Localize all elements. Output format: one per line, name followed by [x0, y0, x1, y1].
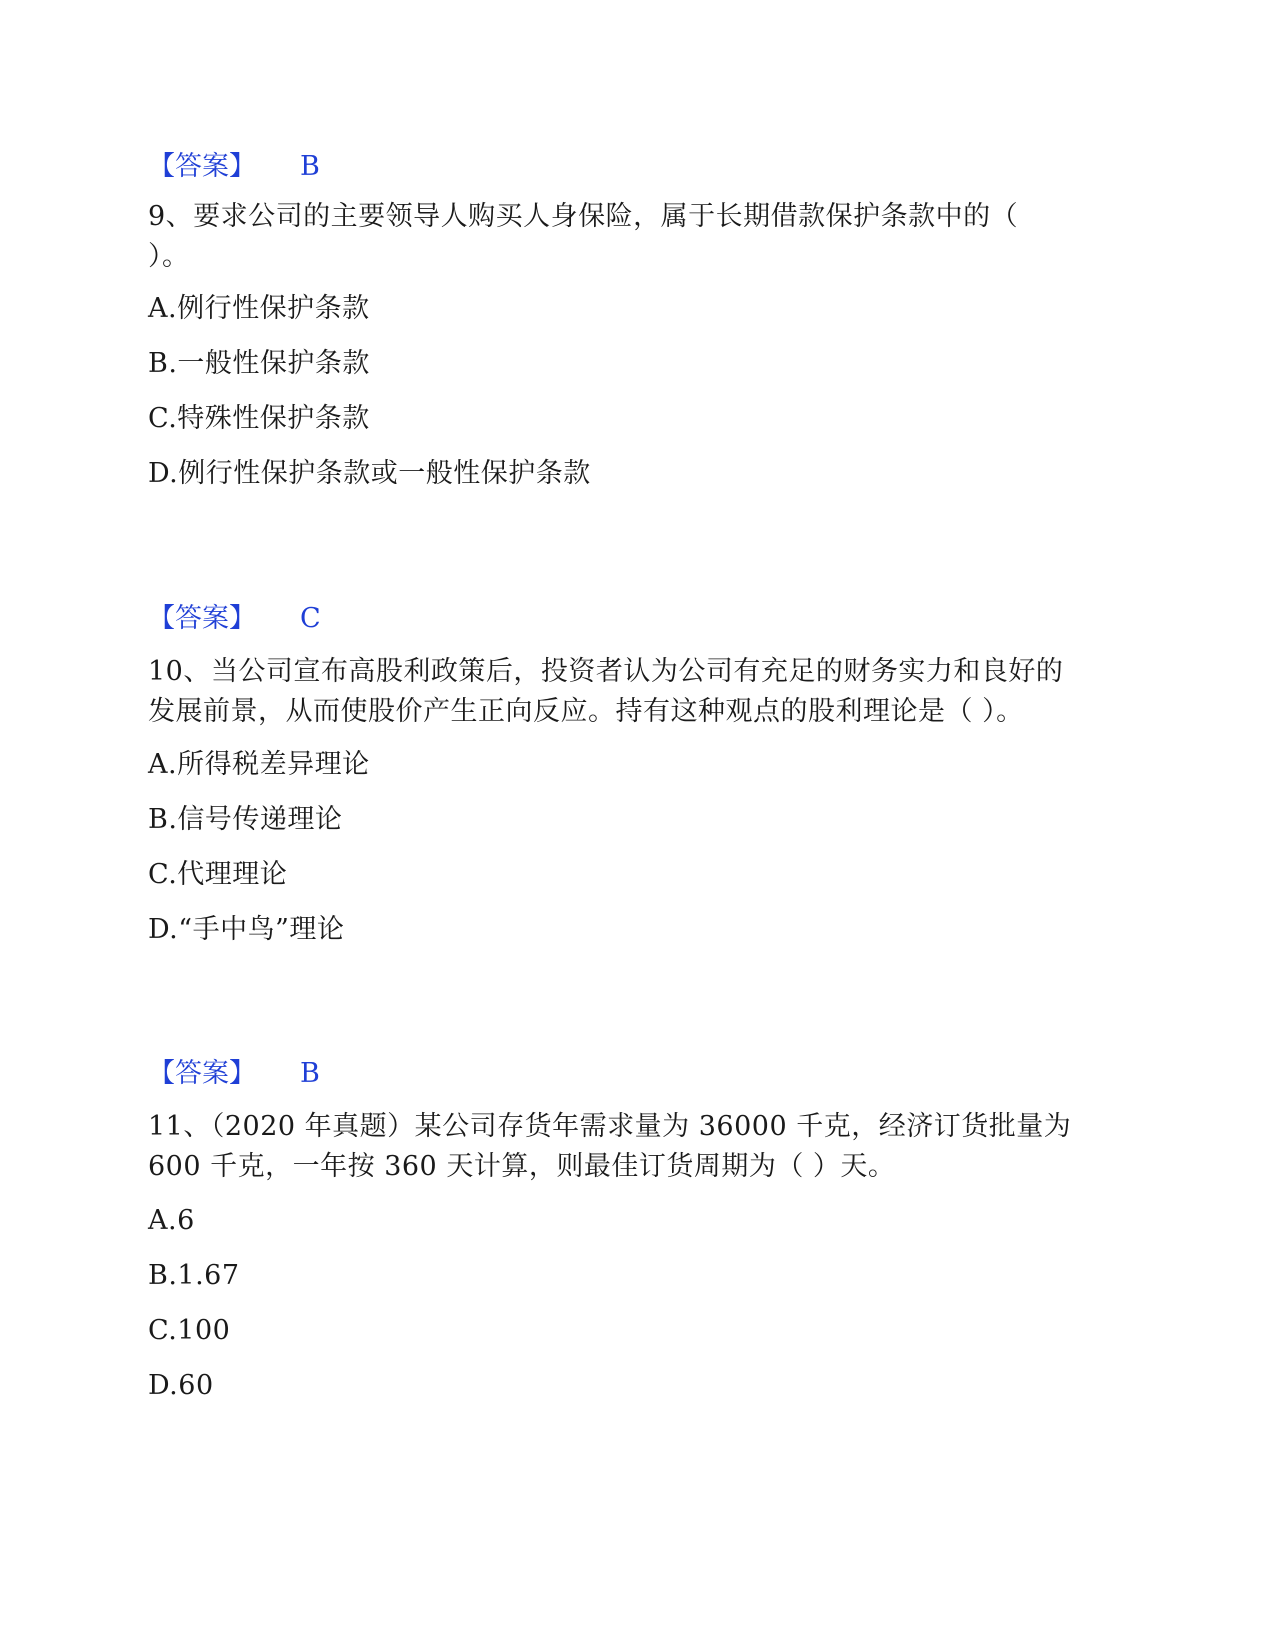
- option-c: C.特殊性保护条款: [148, 403, 370, 434]
- option-d: D.“手中鸟”理论: [148, 914, 345, 945]
- answer-line: [148, 602, 321, 636]
- answer-line: [148, 1057, 320, 1091]
- question-text-line: 10、当公司宣布高股利政策后，投资者认为公司有充足的财务实力和良好的: [148, 656, 1064, 687]
- option-d: D.例行性保护条款或一般性保护条款: [148, 458, 591, 489]
- answer-value: B: [300, 1058, 320, 1089]
- question-text-line: 发展前景，从而使股价产生正向反应。持有这种观点的股利理论是（ ）。: [148, 696, 1024, 727]
- answer-label: 【答案】: [148, 151, 256, 182]
- option-d: D.60: [148, 1370, 214, 1401]
- option-b: B.信号传递理论: [148, 804, 343, 835]
- answer-label: 【答案】: [148, 603, 256, 634]
- option-c: C.代理理论: [148, 859, 288, 890]
- option-a: A.所得税差异理论: [148, 749, 370, 780]
- answer-label: 【答案】: [148, 1058, 256, 1089]
- question-text-line: 9、要求公司的主要领导人购买人身保险，属于长期借款保护条款中的（: [148, 201, 1019, 232]
- option-a: A.例行性保护条款: [148, 293, 370, 324]
- option-c: C.100: [148, 1315, 231, 1346]
- option-b: B.1.67: [148, 1260, 240, 1291]
- question-text-line: ）。: [148, 241, 190, 272]
- option-b: B.一般性保护条款: [148, 348, 370, 379]
- answer-value: B: [300, 151, 320, 182]
- option-a: A.6: [148, 1205, 195, 1236]
- question-text-line: 600 千克，一年按 360 天计算，则最佳订货周期为（ ）天。: [148, 1151, 896, 1182]
- answer-value: C: [300, 603, 321, 634]
- answer-line: [148, 150, 320, 184]
- question-text-line: 11、（2020 年真题）某公司存货年需求量为 36000 千克，经济订货批量为: [148, 1111, 1072, 1142]
